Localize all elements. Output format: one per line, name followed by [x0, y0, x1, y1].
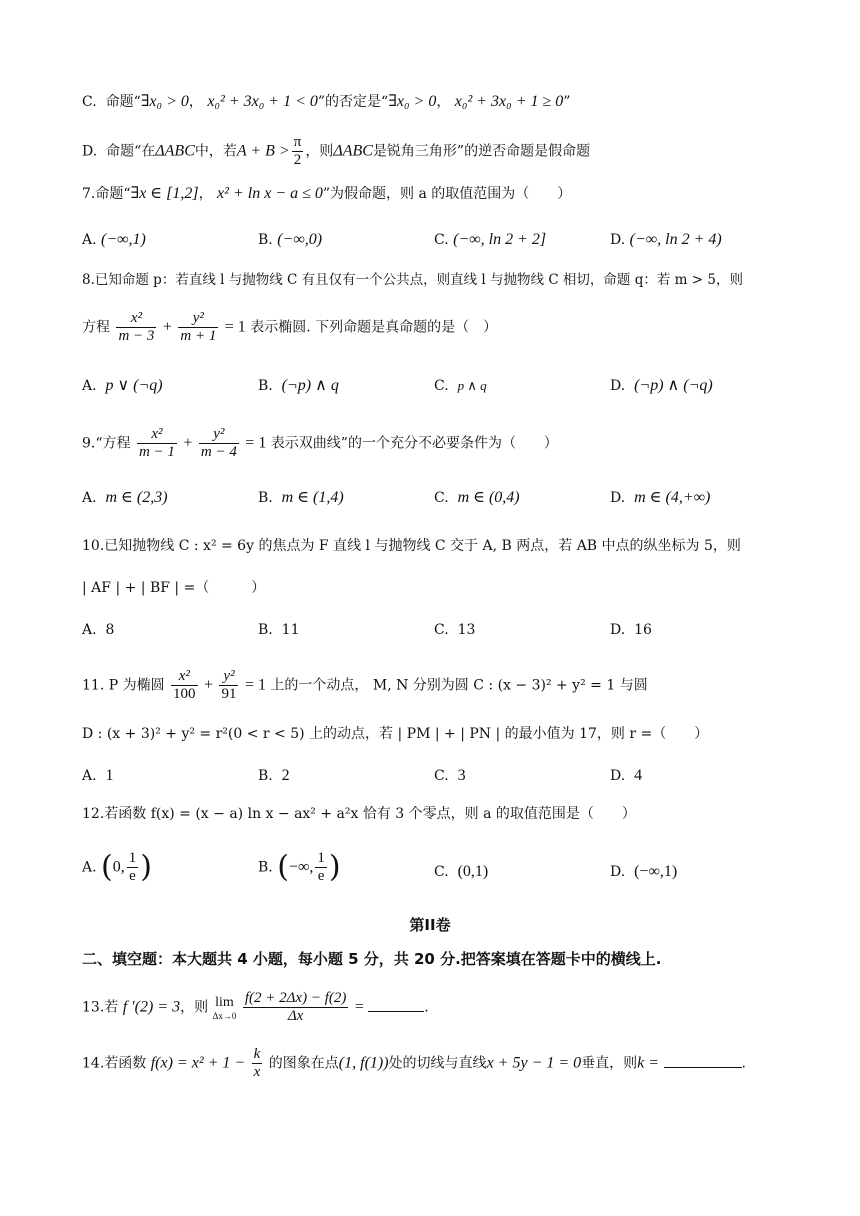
- option-label: D.: [610, 378, 626, 394]
- numerator: 1: [128, 850, 137, 866]
- denominator: 100: [173, 686, 196, 702]
- option-value: m ∈ (1,4): [281, 489, 344, 506]
- math: x₀² + 3x₀ + 1 < 0: [207, 93, 318, 110]
- denominator: e: [127, 867, 139, 885]
- paren: ): [140, 849, 152, 885]
- lim-text: lim: [215, 994, 234, 1010]
- math: ∃x₀ > 0: [388, 93, 437, 110]
- q12-option-b: [258, 850, 341, 885]
- option-value: 0,: [112, 858, 125, 876]
- q10-stem-line2: | AF | + | BF | =（ ）: [82, 580, 266, 596]
- option-value: (¬p) ∧ q: [281, 377, 339, 394]
- q8-stem-line2: [82, 310, 497, 345]
- answer-blank[interactable]: [664, 1053, 742, 1068]
- q9-option-d: [610, 488, 710, 508]
- paren: (: [101, 849, 113, 885]
- q7-stem: [82, 184, 571, 204]
- q10-option-c: [434, 620, 475, 640]
- fraction: [252, 1046, 263, 1081]
- text: ，: [188, 94, 203, 110]
- option-label: D.: [610, 864, 626, 880]
- denominator: m − 3: [118, 328, 155, 344]
- numerator: y²: [192, 310, 204, 326]
- option-value: (−∞,0): [277, 231, 323, 248]
- section-heading: 二、填空题：本大题共 4 小题，每小题 5 分，共 20 分.把答案填在答题卡中的横线上.: [82, 950, 662, 968]
- q8-option-c: [434, 376, 487, 396]
- q9-option-a: [82, 488, 168, 508]
- math: f(x) = x² + 1 −: [150, 1054, 246, 1072]
- option-value: m ∈ (0,4): [457, 489, 520, 506]
- denominator: m − 4: [200, 444, 237, 460]
- math: x² + ln x − a ≤ 0: [217, 185, 323, 202]
- option-value: p ∧ q: [457, 378, 487, 393]
- text: 垂直，则: [581, 1055, 638, 1072]
- math: A + B >: [236, 142, 290, 160]
- option-value: (¬p) ∧ (¬q): [634, 377, 713, 394]
- math: =: [354, 998, 364, 1016]
- math: +: [162, 318, 172, 336]
- q11-option-d: [610, 766, 642, 786]
- q8-option-d: [610, 376, 713, 396]
- paren: (: [277, 849, 289, 885]
- option-label: C.: [434, 490, 449, 506]
- q7-option-a: [82, 230, 146, 250]
- answer-blank[interactable]: [368, 997, 424, 1012]
- option-label: C.: [434, 768, 449, 784]
- math: = 1: [245, 434, 267, 452]
- option-label: A.: [82, 490, 97, 506]
- option-label: D.: [82, 143, 98, 160]
- numerator: x²: [130, 310, 143, 326]
- math: ∃x ∈ [1,2]: [130, 185, 199, 202]
- fraction: [171, 668, 198, 703]
- option-value: 11: [281, 622, 300, 638]
- option-value: −∞,: [288, 858, 314, 876]
- text: ，: [198, 186, 213, 202]
- option-label: A.: [82, 378, 97, 394]
- math: = 1: [244, 676, 266, 694]
- option-label: A.: [82, 232, 97, 248]
- q7-option-c: [434, 230, 546, 250]
- option-label: A.: [82, 768, 97, 784]
- text: .: [741, 1055, 746, 1072]
- paren: ): [328, 849, 341, 885]
- option-label: B.: [258, 622, 273, 638]
- q14-stem: [82, 1046, 746, 1081]
- fraction: [243, 990, 349, 1025]
- q13-stem: [82, 990, 429, 1025]
- q9-option-c: [434, 488, 520, 508]
- numerator: f(2 + 2Δx) − f(2): [244, 990, 347, 1006]
- text: 13.若: [82, 999, 119, 1016]
- text: 方程: [82, 319, 110, 336]
- text: 表示椭圆. 下列命题是真命题的是（ ）: [250, 319, 498, 336]
- text: 命题“在: [106, 143, 156, 160]
- q6-option-d: [82, 134, 590, 169]
- denominator: m − 1: [138, 444, 175, 460]
- option-value: (−∞, ln 2 + 2]: [453, 231, 547, 248]
- text: ”的否定是“: [317, 94, 389, 110]
- option-label: C.: [434, 622, 449, 638]
- option-value: (−∞, ln 2 + 4): [629, 231, 722, 248]
- math: ΔABC: [333, 142, 373, 160]
- option-label: B.: [258, 768, 273, 784]
- math: x + 5y − 1 = 0: [486, 1054, 582, 1072]
- math: +: [204, 676, 214, 694]
- denominator: x: [253, 1064, 261, 1080]
- fraction: [292, 134, 304, 169]
- option-label: A.: [82, 622, 97, 638]
- part2-title: 第II卷: [409, 916, 451, 934]
- option-label: C.: [434, 232, 449, 248]
- lim-sub: Δx→0: [212, 1010, 237, 1021]
- text: ”: [563, 94, 571, 110]
- fraction: [127, 850, 139, 885]
- option-value: 13: [457, 622, 476, 638]
- text: 11. P 为椭圆: [82, 677, 165, 694]
- text: ，则: [305, 143, 334, 160]
- q7-option-d: [610, 230, 722, 250]
- q8-option-b: [258, 376, 339, 396]
- fraction: [199, 426, 239, 461]
- q11-option-a: [82, 766, 113, 786]
- option-value: 8: [105, 622, 115, 638]
- q12-option-c: [434, 862, 488, 882]
- math: ∃x₀ > 0: [140, 93, 189, 110]
- text: 中，若: [194, 143, 237, 160]
- option-value: 16: [634, 622, 652, 638]
- q12-option-d: [610, 862, 677, 882]
- text: 7.命题“: [82, 186, 131, 202]
- text: 上的一个动点， M, N 分别为圆 C : (x − 3)² + y² = 1 与圆: [270, 677, 648, 694]
- numerator: y²: [223, 668, 235, 684]
- option-value: (−∞,1): [101, 231, 146, 248]
- option-label: B.: [258, 378, 273, 394]
- q11-stem-line2: D : (x + 3)² + y² = r²(0 < r < 5) 上的动点，若 | PM | + | PN | 的最小值为 17，则 r =（ ）: [82, 726, 709, 742]
- option-value: m ∈ (4,+∞): [634, 489, 711, 506]
- q12-option-a: [82, 850, 152, 885]
- q11-option-c: [434, 766, 466, 786]
- text: 14.若函数: [82, 1055, 147, 1072]
- text: 是锐角三角形”的逆否命题是假命题: [372, 143, 591, 160]
- q10-stem-line1: 10.已知抛物线 C : x² = 6y 的焦点为 F 直线 l 与抛物线 C 交于 A, B 两点，若 AB 中点的纵坐标为 5，则: [82, 538, 741, 554]
- numerator: 1: [317, 850, 325, 866]
- math: (1, f(1)): [338, 1054, 389, 1072]
- option-label: C.: [434, 378, 449, 394]
- option-label: C.: [434, 864, 449, 880]
- q10-option-d: [610, 620, 652, 640]
- q7-option-b: [258, 230, 322, 250]
- numerator: x²: [151, 426, 163, 442]
- text: 表示双曲线”的一个充分不必要条件为（ ）: [270, 435, 558, 452]
- text: ”为假命题，则 a 的取值范围为（ ）: [322, 186, 572, 202]
- denominator: 91: [221, 686, 237, 702]
- text: 的图象在点: [268, 1055, 339, 1072]
- option-value: p ∨ (¬q): [105, 377, 163, 394]
- option-value: 1: [105, 767, 114, 784]
- limit: [213, 995, 237, 1021]
- q8-stem-line1: 8.已知命题 p：若直线 l 与抛物线 C 有且仅有一个公共点，则直线 l 与抛物线 C 相切，命题 q：若 m > 5，则: [82, 272, 743, 288]
- q9-option-b: [258, 488, 344, 508]
- q11-stem-line1: [82, 668, 648, 703]
- fraction: [137, 426, 177, 461]
- option-value: (0,1): [457, 863, 489, 880]
- math: x₀² + 3x₀ + 1 ≥ 0: [454, 93, 564, 110]
- text: ，则: [180, 999, 209, 1016]
- text: 9.“方程: [82, 435, 131, 452]
- text: 处的切线与直线: [388, 1055, 487, 1072]
- numerator: k: [253, 1046, 261, 1062]
- numerator: π: [293, 134, 302, 150]
- math: +: [183, 434, 193, 452]
- math: = 1: [224, 318, 246, 336]
- option-label: B.: [258, 859, 273, 876]
- option-value: (−∞,1): [634, 863, 678, 880]
- q10-option-b: [258, 620, 299, 640]
- fraction: [178, 310, 218, 345]
- math: k =: [637, 1054, 660, 1072]
- math: f ′(2) = 3: [122, 998, 181, 1016]
- option-label: D.: [610, 622, 626, 638]
- q9-stem: [82, 426, 558, 461]
- option-value: 3: [457, 767, 466, 784]
- option-label: B.: [258, 232, 273, 248]
- fraction: [219, 668, 238, 703]
- text: 命题“: [105, 94, 141, 110]
- denominator: e: [315, 867, 327, 885]
- fraction: [116, 310, 156, 345]
- denominator: Δx: [243, 1007, 349, 1025]
- fraction: [315, 850, 327, 885]
- q8-option-a: [82, 376, 163, 396]
- denominator: 2: [292, 151, 304, 169]
- option-label: C.: [82, 94, 97, 110]
- option-value: m ∈ (2,3): [105, 489, 168, 506]
- numerator: x²: [178, 668, 190, 684]
- q6-option-c: [82, 92, 570, 112]
- option-label: D.: [610, 490, 626, 506]
- denominator: m + 1: [180, 328, 217, 344]
- q10-option-a: [82, 620, 114, 640]
- numerator: y²: [213, 426, 225, 442]
- option-label: D.: [610, 232, 626, 248]
- option-value: 4: [634, 767, 643, 784]
- q12-stem: 12.若函数 f(x) = (x − a) ln x − ax² + a²x 恰有 3 个零点，则 a 的取值范围是（ ）: [82, 806, 636, 822]
- text: .: [424, 999, 429, 1016]
- option-label: D.: [610, 768, 626, 784]
- math: ΔABC: [155, 142, 195, 160]
- option-label: A.: [82, 859, 97, 876]
- option-value: 2: [281, 767, 290, 784]
- option-label: B.: [258, 490, 273, 506]
- q11-option-b: [258, 766, 290, 786]
- text: ，: [436, 94, 451, 110]
